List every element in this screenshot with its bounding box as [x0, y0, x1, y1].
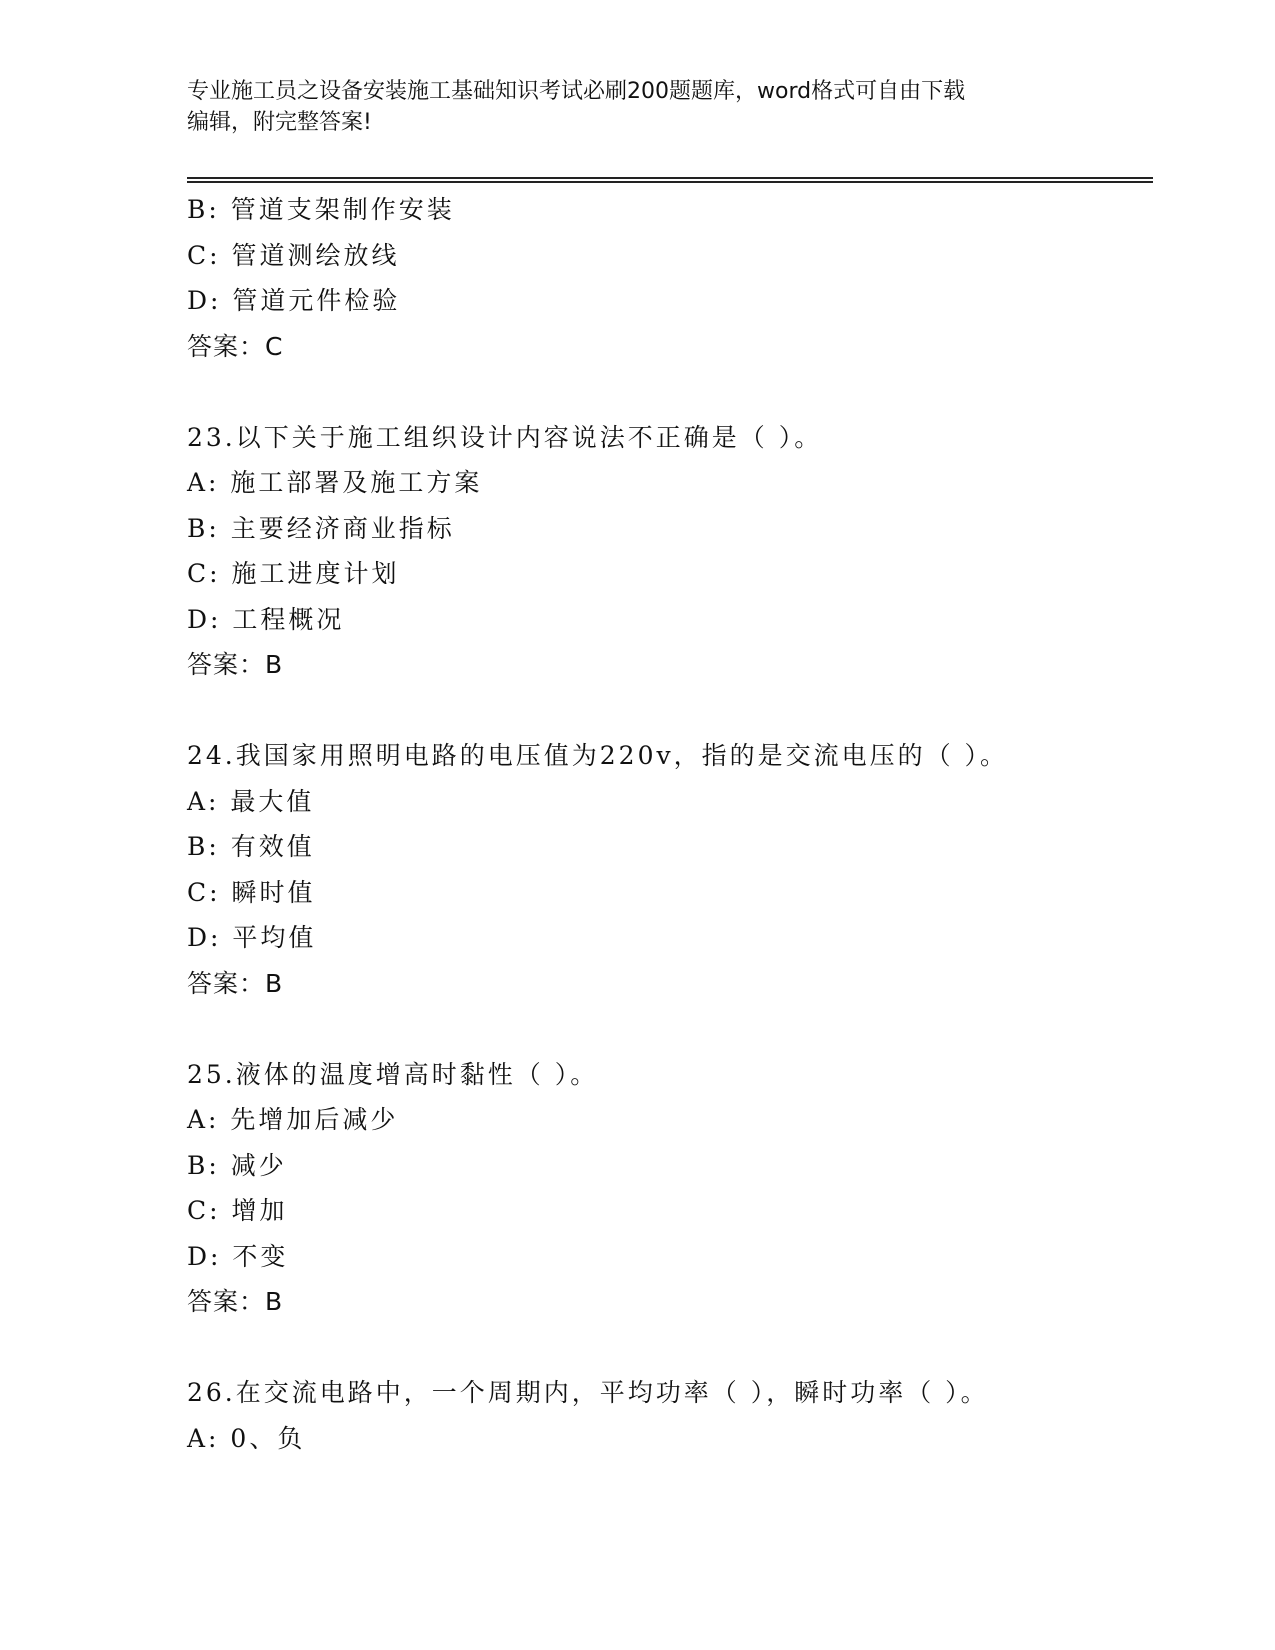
- answer-line: 答案：B: [187, 968, 284, 998]
- option-line: B: 管道支架制作安装: [187, 195, 455, 224]
- question-line: 25.液体的温度增高时黏性（ ）。: [187, 1059, 599, 1089]
- option-line: B: 主要经济商业指标: [187, 513, 455, 543]
- option-line: C: 增加: [187, 1196, 288, 1225]
- answer-line: 答案：C: [187, 331, 284, 361]
- option-line: D: 管道元件检验: [187, 286, 401, 315]
- option-line: C: 施工进度计划: [187, 559, 400, 588]
- spacer: [187, 688, 1153, 734]
- option-line: A: 施工部署及施工方案: [187, 468, 483, 497]
- option-line: D: 平均值: [187, 923, 317, 952]
- option-line: D: 不变: [187, 1241, 289, 1271]
- option-line: A: 最大值: [187, 786, 315, 816]
- header-divider-bottom: [187, 181, 1153, 183]
- spacer: [187, 369, 1153, 415]
- header-divider-top: [187, 177, 1153, 179]
- question-line: 26.在交流电路中，一个周期内，平均功率（ ），瞬时功率（ ）。: [187, 1378, 989, 1407]
- header-title-line-1: 专业施工员之设备安装施工基础知识考试必刷200题题库，word格式可自由下载: [187, 79, 966, 104]
- header-title-line-2: 编辑，附完整答案!: [187, 110, 372, 135]
- question-line: 24.我国家用照明电路的电压值为220v，指的是交流电压的（ ）。: [187, 741, 1009, 770]
- question-list: [187, 187, 1153, 1461]
- option-line: C: 瞬时值: [187, 877, 316, 907]
- option-line: B: 有效值: [187, 832, 315, 861]
- option-line: A: 0、负: [187, 1423, 306, 1453]
- answer-line: 答案：B: [187, 1287, 284, 1316]
- option-line: A: 先增加后减少: [187, 1105, 399, 1134]
- spacer: [187, 1325, 1153, 1371]
- document-header: [187, 76, 1087, 138]
- option-line: C: 管道测绘放线: [187, 240, 400, 270]
- option-line: D: 工程概况: [187, 604, 345, 634]
- answer-line: 答案：B: [187, 650, 284, 679]
- spacer: [187, 1006, 1153, 1052]
- question-line: 23.以下关于施工组织设计内容说法不正确是（ ）。: [187, 422, 823, 452]
- option-line: B: 减少: [187, 1150, 287, 1180]
